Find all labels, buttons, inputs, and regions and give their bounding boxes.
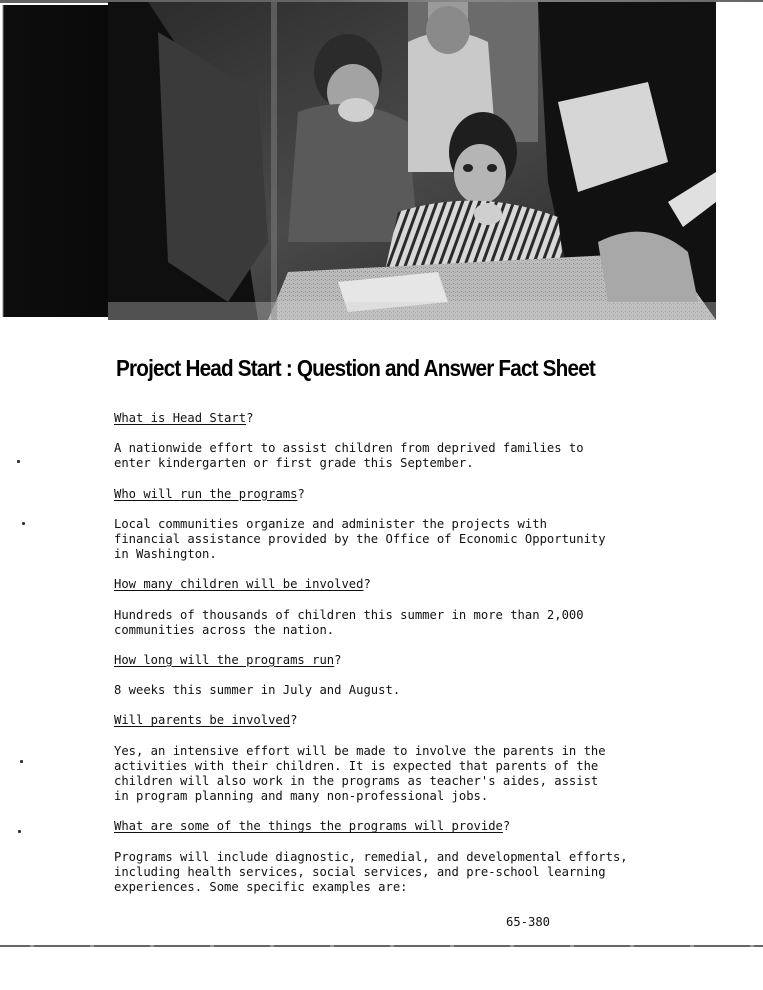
margin-speck	[17, 460, 20, 463]
question: What is Head Start	[114, 411, 247, 425]
question-mark: ?	[290, 713, 298, 728]
question-mark: ?	[297, 486, 305, 501]
answer: 8 weeks this summer in July and August.	[114, 683, 401, 698]
photo-left-shadow	[0, 5, 110, 317]
question-mark: ?	[246, 411, 254, 425]
qa-item	[114, 653, 674, 698]
bottom-edge-rule	[0, 945, 763, 947]
photo-right-margin	[716, 2, 763, 320]
answer: Yes, an intensive effort will be made to involve the parents in the activities with their children. It is expected that parents of the children will also work in the programs as teacher's aides, assist in program planning and many non-professional jobs.	[114, 743, 606, 804]
question: What are some of the things the programs will provide	[114, 819, 503, 834]
question-mark: ?	[334, 653, 342, 668]
qa-item	[114, 411, 674, 472]
margin-speck	[18, 830, 21, 833]
question: Who will run the programs	[114, 486, 298, 501]
answer: Local communities organize and administer the projects with financial assistance provided by the Office of Economic Opportunity in Washington.	[114, 516, 606, 562]
qa-list	[114, 411, 674, 910]
qa-item	[114, 577, 674, 638]
answer: Hundreds of thousands of children this summer in more than 2,000 communities across the nation.	[114, 607, 584, 637]
answer: A nationwide effort to assist children from deprived families to enter kindergarten or first grade this September.	[114, 441, 584, 471]
qa-item	[114, 819, 674, 895]
page-number: 65-380	[506, 915, 551, 929]
qa-item	[114, 487, 674, 563]
answer: Programs will include diagnostic, remedial, and developmental efforts, including health services, social services, and pre-school learning experiences. Some specific examples are:	[114, 849, 628, 895]
question: How many children will be involved	[114, 577, 364, 592]
margin-speck	[22, 522, 25, 525]
margin-speck	[20, 760, 23, 763]
question-mark: ?	[363, 577, 371, 592]
children-in-classroom-photo	[108, 2, 716, 320]
page-title: Project Head Start : Question and Answer Fact Sheet	[116, 355, 595, 381]
question-mark: ?	[502, 819, 511, 834]
question: How long will the programs run	[114, 653, 335, 668]
question: Will parents be involved	[114, 713, 291, 728]
qa-item	[114, 713, 674, 804]
